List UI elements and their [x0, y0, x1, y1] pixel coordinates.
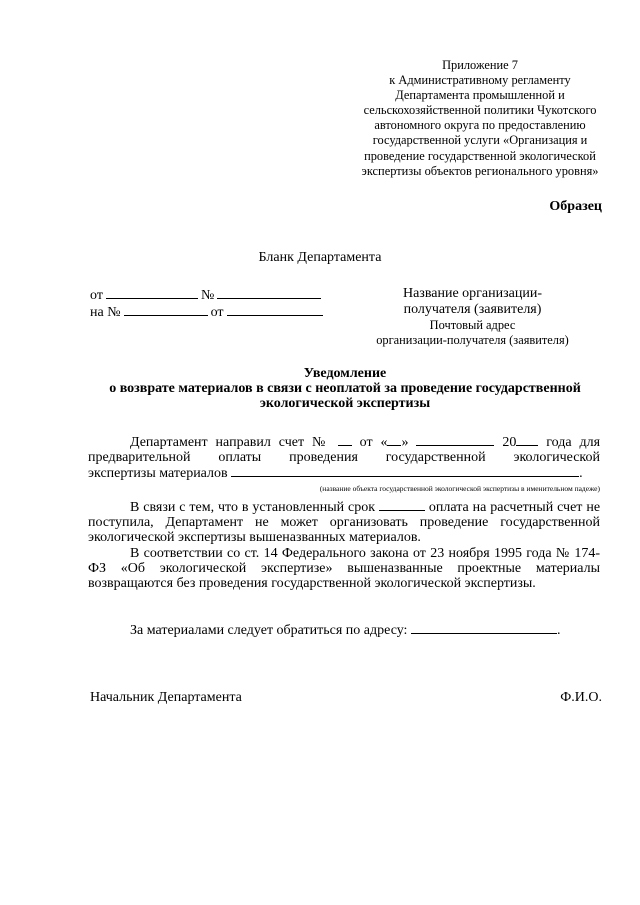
text: счет не поступила, Департамент не может организовать проведение государственной экологической экспертизы вышеназванных материалов.	[88, 500, 601, 545]
deadline-blank	[379, 499, 425, 511]
invoice-number-blank	[338, 434, 352, 446]
appendix-line: Департамента промышленной и	[395, 88, 565, 103]
appendix-line: государственной услуги «Организация и	[372, 133, 588, 148]
paragraph-line	[88, 434, 600, 450]
object-name-blank	[231, 465, 579, 477]
text: экспертизы материалов	[88, 466, 228, 481]
paragraph-2	[88, 499, 600, 545]
paragraph-text	[88, 622, 600, 638]
text: В связи с тем, что в установленный срок	[130, 500, 376, 515]
appendix-header	[330, 58, 630, 179]
recipient-address: организации-получателя (заявителя)	[376, 332, 569, 347]
text: .	[579, 466, 583, 481]
appendix-line: проведение государственной экологической	[364, 148, 596, 163]
number-blank	[217, 286, 321, 299]
paragraph-text: В соответствии со ст. 14 Федерального закона от 23 ноября 1995 года № 174-ФЗ «Об экологической экспертизе» вышеназванные проектные материалы возвращаются без проведения государственной экологической экспертизы.	[88, 546, 600, 591]
document-title	[80, 366, 610, 411]
text: .	[556, 623, 561, 638]
field-hint: (название объекта государственной экологической экспертизы в именительном падеже)	[319, 484, 600, 493]
appendix-line: сельскохозяйственной политики Чукотского	[363, 103, 597, 118]
to-number-label: на №	[90, 305, 121, 320]
text: от «	[359, 435, 388, 450]
day-blank	[387, 434, 401, 446]
year-blank	[516, 434, 538, 446]
number-label: №	[200, 288, 215, 303]
paragraph-line: предварительной оплаты проведения государственной экологической	[88, 450, 600, 465]
text: »	[401, 435, 409, 450]
month-blank	[416, 434, 494, 446]
ref-number-blank	[124, 303, 208, 316]
text: За материалами следует обратиться по адресу:	[130, 623, 408, 638]
signatory-position: Начальник Департамента	[90, 690, 242, 705]
outgoing-requisites	[90, 286, 324, 304]
incoming-requisites	[90, 303, 326, 321]
recipient-block	[360, 286, 585, 347]
appendix-line: экспертизы объектов регионального уровня»	[361, 163, 599, 178]
title-line: о возврате материалов в связи с неоплатой за проведение государственной	[109, 381, 581, 396]
address-blank	[411, 622, 557, 634]
text: оплата на расчетный	[428, 500, 554, 515]
paragraph-1	[88, 434, 600, 496]
recipient-address: Почтовый адрес	[429, 318, 516, 332]
title-line: Уведомление	[303, 366, 387, 381]
signatory-name: Ф.И.О.	[560, 690, 602, 705]
ref-date-blank	[227, 303, 323, 316]
recipient-name: получателя (заявителя)	[403, 302, 542, 317]
title-line: экологической экспертизы	[259, 396, 431, 411]
paragraph-3	[88, 546, 600, 591]
sample-label: Образец	[549, 199, 602, 214]
letterhead-placeholder: Бланк Департамента	[258, 250, 382, 265]
text: 20	[502, 435, 517, 450]
appendix-line: автономного округа по предоставлению	[374, 118, 586, 133]
text: года для	[546, 435, 601, 450]
recipient-name: Название организации-	[402, 286, 542, 301]
text: Департамент направил счет №	[130, 435, 330, 450]
appendix-line: к Административному регламенту	[389, 73, 571, 88]
paragraph-4	[88, 622, 600, 638]
paragraph-line	[88, 465, 600, 481]
appendix-line: Приложение 7	[442, 58, 518, 72]
from-label: от	[90, 288, 103, 303]
from-label: от	[210, 305, 224, 320]
paragraph-text	[88, 499, 600, 545]
date-blank	[106, 286, 198, 299]
